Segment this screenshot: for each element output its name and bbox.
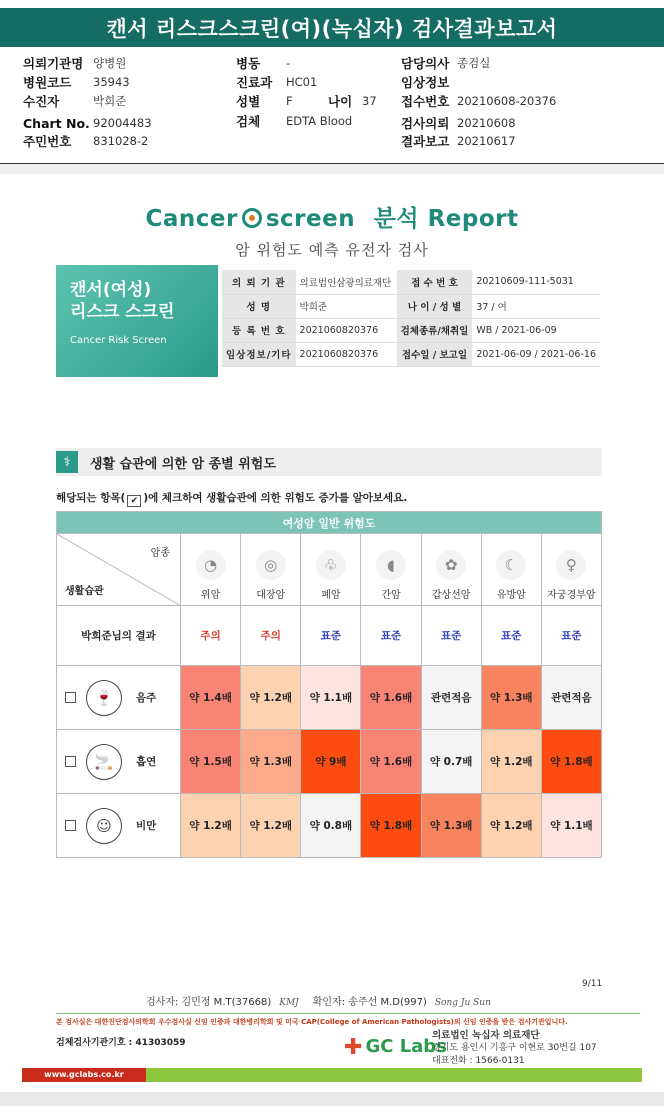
result-cell: 표준 — [361, 606, 421, 666]
result-cell: 표준 — [421, 606, 481, 666]
institution-label: 의뢰기관명 — [23, 56, 84, 71]
info-value: WB / 2021-06-09 — [472, 318, 600, 342]
info-label: 검체종류/채취일 — [397, 318, 473, 342]
corner-cancer-label: 암종 — [150, 548, 170, 559]
patient-label: 수진자 — [23, 94, 60, 109]
instruction-post: )에 체크하여 생활습관에 의한 위험도 증가를 알아보세요. — [143, 492, 408, 504]
cancer-name: 유방암 — [496, 590, 526, 601]
risk-cell: 약 1.4배 — [181, 666, 241, 730]
liver-icon: ◖ — [376, 550, 406, 580]
section-header — [56, 448, 602, 476]
accreditation-note: 본 검사실은 대한진단검사의학회 우수검사실 신임 인증과 대한병리학회 및 미국 CAP(College of American Pathologists)의 신임 인증을 받은 검사기관입니다. — [56, 1018, 568, 1026]
cancer-header — [181, 534, 241, 606]
result-cell: 주의 — [241, 606, 301, 666]
info-value: 37 / 여 — [472, 294, 600, 318]
risk-cell: 약 1.1배 — [541, 794, 601, 858]
info-label: 임상정보/기타 — [222, 342, 296, 366]
examiner: 검사자: 김민정 M.T(37668) — [146, 997, 272, 1008]
info-row — [222, 342, 600, 366]
habit-checkbox[interactable] — [65, 756, 76, 767]
risk-cell: 약 1.3배 — [481, 666, 541, 730]
habit-label-cell — [57, 730, 181, 794]
patient-value: 박희준 — [93, 94, 127, 108]
sex-value: F — [286, 94, 293, 108]
risk-target-icon — [242, 208, 262, 228]
drinking-icon: 🍷 — [86, 680, 122, 716]
request-label: 검사의뢰 — [401, 116, 450, 131]
smoking-icon: 🚬 — [86, 744, 122, 780]
risk-cell: 관련적음 — [541, 666, 601, 730]
info-row — [222, 270, 600, 294]
chart-label: Chart No. — [23, 115, 90, 131]
section-title: 생활 습관에 의한 암 종별 위험도 — [90, 456, 276, 472]
lab-code: 검체검사기관기호 : 41303059 — [56, 1038, 186, 1048]
clinical-label: 임상정보 — [401, 75, 450, 90]
risk-cell: 약 1.2배 — [241, 666, 301, 730]
habit-row — [57, 666, 602, 730]
info-value: 2021060820376 — [296, 318, 397, 342]
brand-word-screen: screen — [265, 206, 356, 232]
cancer-header — [301, 534, 361, 606]
result-row — [57, 606, 602, 666]
result-cell: 표준 — [541, 606, 601, 666]
product-title-1: 캔서(여성) — [70, 280, 152, 300]
org-info — [432, 1029, 597, 1068]
sex-label: 성별 — [236, 94, 261, 109]
stomach-icon: ◔ — [196, 550, 226, 580]
info-value: 박희준 — [296, 294, 397, 318]
brand-subtitle: 암 위험도 예측 유전자 검사 — [235, 241, 429, 259]
cancer-name: 자궁경부암 — [547, 590, 596, 601]
cancer-name: 갑상선암 — [431, 590, 471, 601]
colon-icon: ◎ — [256, 550, 286, 580]
cancer-name: 간암 — [381, 590, 401, 601]
risk-cell: 약 1.2배 — [181, 794, 241, 858]
risk-cell: 약 1.6배 — [361, 666, 421, 730]
age-value: 37 — [362, 94, 377, 108]
brand-banner — [0, 200, 664, 260]
info-label: 성 명 — [222, 294, 296, 318]
risk-cell: 약 1.3배 — [421, 794, 481, 858]
risk-cell: 약 1.6배 — [361, 730, 421, 794]
uterus-icon: ♀ — [556, 550, 586, 580]
page-gap — [0, 164, 664, 174]
risk-cell: 약 1.8배 — [541, 730, 601, 794]
info-value: 2021060820376 — [296, 342, 397, 366]
report-label: 결과보고 — [401, 134, 450, 149]
risk-cell: 약 1.8배 — [361, 794, 421, 858]
brand-logo — [0, 200, 664, 233]
cancer-header-row — [57, 534, 602, 606]
risk-cell: 약 1.2배 — [481, 730, 541, 794]
resident-value: 831028-2 — [93, 134, 149, 148]
doctor-label: 담당의사 — [401, 56, 450, 71]
specimen-value: EDTA Blood — [286, 114, 353, 128]
instruction-pre: 해당되는 항목( — [56, 492, 126, 504]
info-label: 나 이 / 성 별 — [397, 294, 473, 318]
cancer-header — [421, 534, 481, 606]
risk-cell: 약 1.3배 — [241, 730, 301, 794]
hospital-code-label: 병원코드 — [23, 75, 72, 90]
lung-icon: ♧ — [316, 550, 346, 580]
specimen-label: 검체 — [236, 114, 261, 129]
result-cell: 표준 — [481, 606, 541, 666]
report-title: 캔서 리스크스크린(여)(녹십자) 검사결과보고서 — [0, 8, 664, 47]
product-card — [56, 265, 218, 377]
habit-name: 흡연 — [136, 755, 157, 768]
info-label: 접수일 / 보고일 — [397, 342, 473, 366]
risk-cell: 약 1.2배 — [241, 794, 301, 858]
cancer-header — [481, 534, 541, 606]
cancer-name: 대장암 — [256, 590, 286, 601]
result-cell: 주의 — [181, 606, 241, 666]
habit-row — [57, 794, 602, 858]
gc-logo-text: GC Labs — [365, 1036, 447, 1057]
footer-divider — [56, 1013, 640, 1014]
ward-value: - — [286, 56, 291, 70]
resident-label: 주민번호 — [23, 134, 72, 149]
cancer-header — [541, 534, 601, 606]
report-value: 20210617 — [457, 134, 516, 148]
org-address: 경기도 용인시 기흥구 이현로 30번길 107 — [432, 1043, 597, 1053]
stethoscope-icon: ⚕ — [56, 451, 78, 473]
cancer-header — [361, 534, 421, 606]
instruction-text — [56, 490, 407, 507]
org-phone: 대표전화 : 1566-0131 — [432, 1056, 525, 1066]
dept-label: 진료과 — [236, 75, 273, 90]
habit-name: 음주 — [136, 691, 157, 704]
result-label: 박희준님의 결과 — [57, 606, 181, 666]
product-english: Cancer Risk Screen — [70, 335, 167, 346]
cancer-header — [241, 534, 301, 606]
risk-cell: 관련적음 — [421, 666, 481, 730]
confirmer: 확인자: 송주선 M.D(997) — [312, 997, 427, 1008]
info-label: 의 뢰 기 관 — [222, 270, 296, 294]
risk-cell: 약 1.5배 — [181, 730, 241, 794]
signature-line — [146, 993, 505, 1008]
breast-icon: ☾ — [496, 550, 526, 580]
checkmark-icon: ✔ — [127, 495, 141, 507]
info-value: 의료법인삼광의료재단 — [296, 270, 397, 294]
info-label: 등 록 번 호 — [222, 318, 296, 342]
page-number: 9/11 — [582, 979, 603, 989]
habit-label-cell — [57, 794, 181, 858]
patient-info-table — [222, 270, 600, 367]
risk-cell: 약 0.8배 — [301, 794, 361, 858]
habit-label-cell — [57, 666, 181, 730]
gc-cross-icon: ✚ — [344, 1035, 363, 1060]
brand-word-cancer: Cancer — [145, 206, 238, 232]
risk-table-caption: 여성암 일반 위험도 — [57, 512, 602, 534]
confirmer-signature: Song Ju Sun — [434, 998, 491, 1008]
result-cell: 표준 — [301, 606, 361, 666]
product-title-2: 리스크 스크린 — [70, 302, 175, 322]
info-value: 2021-06-09 / 2021-06-16 — [472, 342, 600, 366]
corner-cell — [57, 534, 181, 606]
institution-value: 양병원 — [93, 56, 127, 70]
habit-row — [57, 730, 602, 794]
footer-bar — [22, 1068, 642, 1082]
risk-cell: 약 9배 — [301, 730, 361, 794]
info-row — [222, 318, 600, 342]
hospital-code-value: 35943 — [93, 75, 130, 89]
corner-habit-label: 생활습관 — [65, 586, 104, 597]
habit-checkbox[interactable] — [65, 820, 76, 831]
receipt-label: 접수번호 — [401, 94, 450, 109]
age-label: 나이 — [328, 94, 353, 109]
ward-label: 병동 — [236, 56, 261, 71]
request-value: 20210608 — [457, 116, 516, 130]
page-bottom — [0, 1092, 664, 1106]
brand-word-report: 분석 Report — [373, 206, 519, 232]
risk-cell: 약 1.1배 — [301, 666, 361, 730]
risk-cell: 약 0.7배 — [421, 730, 481, 794]
thyroid-icon: ✿ — [436, 550, 466, 580]
info-label: 접 수 번 호 — [397, 270, 473, 294]
risk-table — [56, 511, 602, 858]
chart-value: 92004483 — [93, 116, 152, 130]
org-name: 의료법인 녹십자 의료재단 — [432, 1030, 540, 1041]
obesity-icon: ☺ — [86, 808, 122, 844]
habit-checkbox[interactable] — [65, 692, 76, 703]
info-row — [222, 294, 600, 318]
cancer-name: 폐암 — [321, 590, 341, 601]
habit-name: 비만 — [136, 819, 157, 832]
receipt-value: 20210608-20376 — [457, 94, 557, 108]
examiner-signature: KMJ — [279, 998, 299, 1008]
doctor-value: 종검실 — [457, 56, 491, 70]
website-link[interactable]: www.gclabs.co.kr — [22, 1068, 146, 1082]
dept-value: HC01 — [286, 75, 318, 89]
info-value: 20210609-111-5031 — [472, 270, 600, 294]
risk-cell: 약 1.2배 — [481, 794, 541, 858]
cancer-name: 위암 — [200, 590, 221, 601]
